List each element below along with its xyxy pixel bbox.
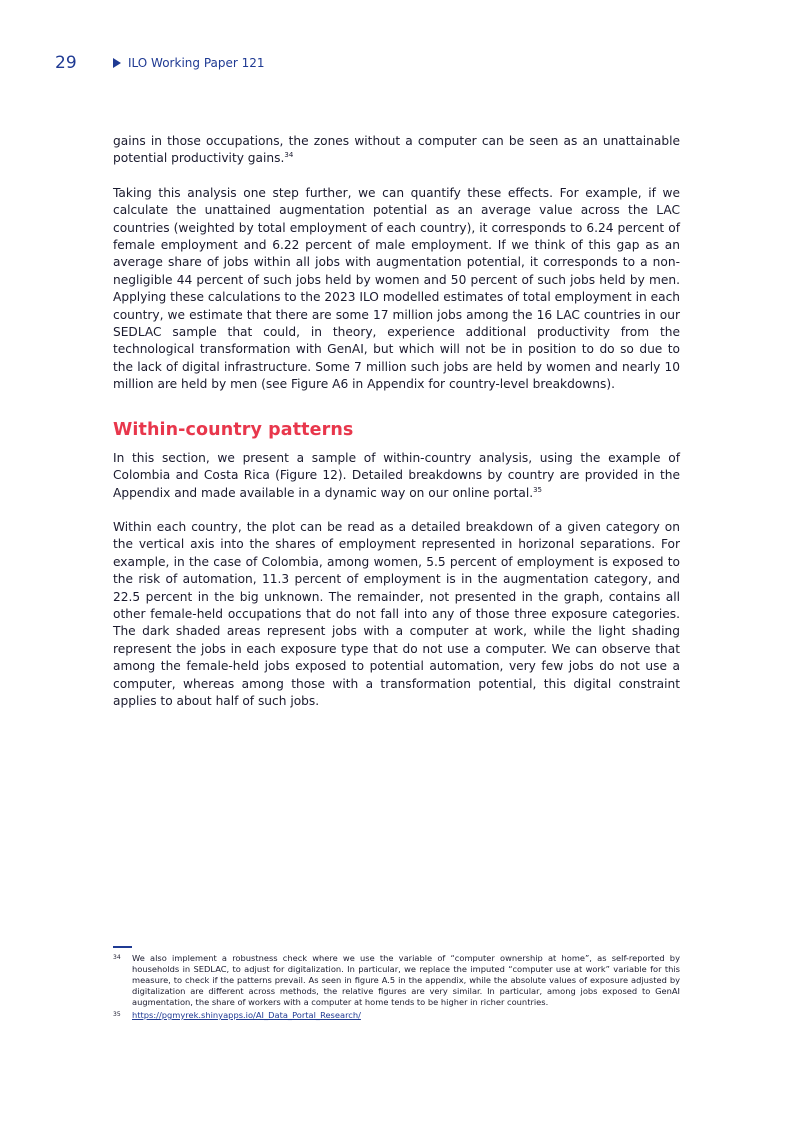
running-title: ILO Working Paper 121: [128, 56, 265, 70]
footnote-rule: [113, 946, 132, 948]
paragraph-2: Taking this analysis one step further, we can quantify these effects. For example, if we calculate the unattained augmentation potential as an average value across the LAC countries (weighted by total employment of each country), it corresponds to 6.24 percent of female employment and 6.22 percent of male employment. If we think of this gap as an average share of jobs within all jobs with augmentation potential, it corresponds to a non-negligible 44 percent of such jobs held by women and 50 percent of such jobs held by men. Applying these calculations to the 2023 ILO modelled estimates of total employment in each country, we estimate that there are some 17 million jobs among the 16 LAC countries in our SEDLAC sample that could, in theory, experience additional productivity from the technological transformation with GenAI, but which will not be in position to do so due to the lack of digital infrastructure. Some 7 million such jobs are held by women and nearly 10 million are held by men (see Figure A6 in Appendix for country-level breakdowns).: [113, 185, 680, 392]
portal-link[interactable]: https://pgmyrek.shinyapps.io/AI_Data_Portal_Research/: [132, 1010, 361, 1020]
footnote-34: [113, 953, 680, 1008]
section-heading: Within-country patterns: [113, 419, 354, 440]
paragraph-4: Within each country, the plot can be read as a detailed breakdown of a given category on the vertical axis into the shares of employment represented in horizonal separations. For example, in the case of Colombia, among women, 5.5 percent of employment is exposed to the risk of automation, 11.3 percent of employment is in the augmentation category, and 22.5 percent in the big unknown. The remainder, not presented in the graph, contains all other female-held occupations that do not fall into any of those three exposure categories. The dark shaded areas represent jobs with a computer at work, while the light shading represent the jobs in each exposure type that do not use a computer. We can observe that among the female-held jobs exposed to potential automation, very few jobs do not use a computer, whereas among those with a transformation potential, this digital constraint applies to about half of such jobs.: [113, 519, 680, 708]
footnote-number: 35: [113, 1011, 121, 1018]
paragraph-1: gains in those occupations, the zones without a computer can be seen as an unattainable potential productivity gains.$^{34}$: [113, 134, 680, 166]
footnote-number: 34: [113, 954, 121, 961]
footnote-ref-35[interactable]: 35: [533, 485, 543, 494]
main-text-column: [113, 133, 680, 727]
footnote-35: [113, 1010, 680, 1021]
footnote-ref-34[interactable]: 34: [284, 151, 294, 160]
footnote-text: We also implement a robustness check where we use the variable of “computer ownership at home”, as self-reported by households in SEDLAC, to adjust for digitalization. In particular, we replace the imputed “computer use at work” variable for this measure, to check if the patterns prevail. As seen in figure A.5 in the appendix, while the absolute values of exposure adjusted by digitalization are different across methods, the relative figures are very similar. In particular, among jobs exposed to GenAI augmentation, the share of workers with a computer at home tends to be higher in richer countries.: [132, 953, 680, 1007]
footnotes: [113, 946, 680, 1023]
paragraph-3: In this section, we present a sample of within-country analysis, using the example of Colombia and Costa Rica (Figure 12). Detailed breakdowns by country are provided in the Appendix and made available in a dynamic way on our online portal.$^{35}$: [113, 450, 680, 500]
triangle-bullet-icon: [113, 58, 121, 68]
page-number: 29: [55, 53, 77, 73]
running-header: [113, 56, 265, 70]
